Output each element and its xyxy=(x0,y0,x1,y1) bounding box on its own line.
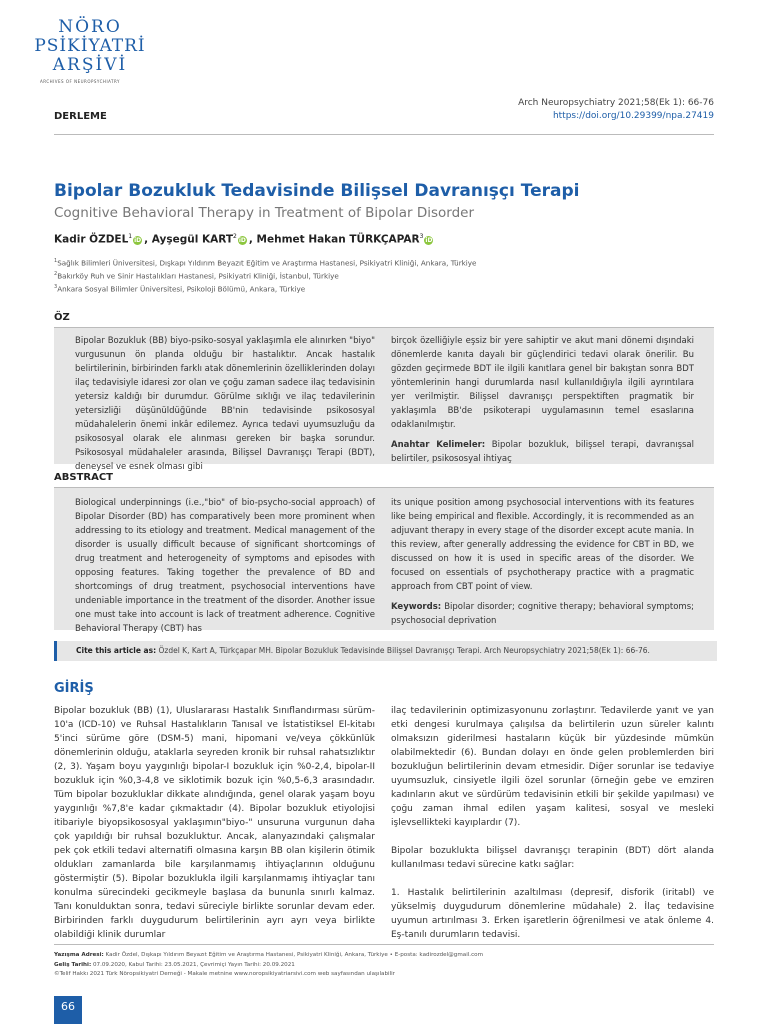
orcid-icon[interactable]: iD xyxy=(134,236,142,244)
author-name: Mehmet Hakan TÜRKÇAPAR xyxy=(256,233,420,246)
affiliation-sup: 2 xyxy=(54,270,58,277)
oz-keywords xyxy=(391,438,694,466)
orcid-icon[interactable]: iD xyxy=(238,236,246,244)
logo-line-2: PSİKİYATRİ xyxy=(34,36,146,56)
logo-line-1: NÖRO xyxy=(58,17,122,37)
author-sup: 1 xyxy=(128,233,133,240)
article-type: DERLEME xyxy=(54,111,107,122)
doi-link[interactable]: https://doi.org/10.29399/npa.27419 xyxy=(552,111,714,121)
cite-label: Cite this article as: xyxy=(76,646,157,655)
abstract-left-column: Biological underpinnings (i.e.,"bio" of bio-psycho-social approach) of Bipolar Disorder (BD) has comparatively been more prominent when addressing to its etiology and treatment. Medical management of the disorder is usually difficult because of significant shortcomings of drug treatment and heterogeneity of symptoms and episodes with opposing features. Taking together the prevalence of BD and shortcomings of drug treatment, psychosocial interventions have undeniable importance in the treatment of the disorder. Another issue one must take into account is lack of treatment adherence. Cognitive Behavioral Therapy (CBT) has xyxy=(75,498,375,634)
author-sup: 2 xyxy=(233,233,237,240)
oz-keywords-text: Bipolar bozukluk, bilişsel terapi, davranışsal belirtiler, psikososyal ihtiyaç xyxy=(391,440,694,464)
abstract-keywords-text: Bipolar disorder; cognitive therapy; behavioral symptoms; psychosocial deprivation xyxy=(391,602,694,626)
footer-copyright: ©Telif Hakkı 2021 Türk Nöropsikiyatri Derneği - Makale metnine www.noropsikiyatriarsivi.com web sayfasından ulaşılabilir xyxy=(54,971,395,977)
affiliation-item xyxy=(54,282,476,295)
footer-correspondence-label: Yazışma Adresi: xyxy=(54,952,104,958)
abstract-heading: ABSTRACT xyxy=(54,472,113,483)
oz-heading: ÖZ xyxy=(54,312,70,323)
giris-right-paragraph-1: ilaç tedavilerinin optimizasyonunu zorlaştırır. Tedavilerde yanıt ve yan etki dengesi kurulmaya çalışılsa da belirtilerin uzun süreler kalıntı olmaksızın giderilmesi hastaların küçük bir yüzdesinde mümkün olabilmektedir (6). Bundan dolayı en önde gelen problemlerden biri bozukluğun belirtilerinin devam etmesidir. Diğer sorunlar ise tedaviye uyumsuzluk, cinsiyetle ilgili özel sorunlar (örneğin gebe ve emziren kadınların akut ve sürdürüm tedavisinin etkili bir şekilde yapılması) ve çoğu zaman ihmal edilen yaşam kalitesi, sosyal ve mesleki işlevsellikteki kayıplardır (7). xyxy=(391,706,714,828)
oz-right-column xyxy=(391,334,694,466)
footer xyxy=(54,951,483,980)
abstract-right-column xyxy=(391,496,694,628)
page-number: 66 xyxy=(54,996,82,1024)
affiliation-text: Sağlık Bilimleri Üniversitesi, Dışkapı Yıldırım Beyazıt Eğitim ve Araştırma Hastanesi, Psikiyatri Kliniği, Ankara, Türkiye xyxy=(57,258,477,268)
logo-line-3: ARŞİVİ xyxy=(52,55,128,75)
header-divider xyxy=(54,134,714,135)
author-sup: 3 xyxy=(419,233,424,240)
footer-dates xyxy=(54,961,483,971)
footer-divider xyxy=(54,944,714,945)
oz-right-text: birçok özelliğiyle eşsiz bir yere sahiptir ve akut mani dönemi dışındaki dönemlerde kanıta dayalı bir güçlendirici tedavi olarak önerilir. Bu gözden geçirmede BDT ile ilgili kanıtlara genel bir bakıştan sonra BDT yöntemlerinin hangi durumlarda nasıl kullanıldığıyla ilgili ayrıntılara yer verilmiştir. Bilişsel davranışçı perspektiften pragmatik bir yaklaşımla BB'de psikoterapi uygulamasının temel esaslarına odaklanılmıştır. xyxy=(391,336,694,430)
affiliation-text: Bakırköy Ruh ve Sinir Hastalıkları Hastanesi, Psikiyatri Kliniği, İstanbul, Türkiye xyxy=(57,271,339,281)
giris-right-column xyxy=(391,704,714,942)
abstract-keywords-label: Keywords: xyxy=(391,602,442,612)
journal-logo xyxy=(30,18,150,84)
title-turkish: Bipolar Bozukluk Tedavisinde Bilişsel Davranışçı Terapi xyxy=(54,181,580,201)
logo-subtitle: ARCHIVES OF NEUROPSYCHIATRY xyxy=(40,79,120,84)
cite-reference: Özdel K, Kart A, Türkçapar MH. Bipolar Bozukluk Tedavisinde Bilişsel Davranışçı Terapi. Arch Neuropsychiatry 2021;58(Ek 1): 66-76. xyxy=(156,646,650,655)
abstract-keywords xyxy=(391,600,694,628)
oz-keywords-label: Anahtar Kelimeler: xyxy=(391,440,486,450)
footer-correspondence xyxy=(54,951,483,961)
giris-right-paragraph-3: 1. Hastalık belirtilerinin azaltılması (depresif, disforik (iritabl) ve yükselmiş duygudurum dönemlerine müdahale) 2. İlaç tedavisine uyumun artırılması 3. Erken işaretlerin öğrenilmesi ve atak önleme 4. Eş-tanılı durumların tedavisi. xyxy=(391,888,714,940)
author-list: Kadir ÖZDEL$^1$ iD , Ayşegül KART$^2$ iD , Mehmet Hakan TÜRKÇAPAR$^3$ iD xyxy=(54,233,433,246)
abstract-right-text: its unique position among psychosocial interventions with its features like being empirical and flexible. Accordingly, it is recommended as an adjuvant therapy in every stage of the disorder except acute mania. In this review, after generally addressing the evidence for CBT in BD, we discussed on how it is used in specific areas of the disorder. We focused on essentials of psychotherapy practice with a pragmatic approach from CBT point of view. xyxy=(391,498,694,592)
author-name: Kadir ÖZDEL xyxy=(54,233,129,246)
journal-citation: Arch Neuropsychiatry 2021;58(Ek 1): 66-76 xyxy=(518,98,714,108)
affiliations xyxy=(54,256,476,295)
footer-dates-label: Geliş Tarihi: xyxy=(54,961,92,968)
affiliation-sup: 3 xyxy=(54,283,58,290)
footer-correspondence-text: Kadir Özdel, Dışkapı Yıldırım Beyazıt Eğitim ve Araştırma Hastanesi, Psikiyatri Kliniği, Ankara, Türkiye • E-posta: kadirozdel@gmail.com xyxy=(103,952,484,958)
giris-heading: GİRİŞ xyxy=(54,681,94,696)
affiliation-item xyxy=(54,256,476,269)
oz-left-column: Bipolar Bozukluk (BB) biyo-psiko-sosyal yaklaşımla ele alınırken "biyo" vurgusunun ön planda olduğu bir hastalıktır. Ancak hastalık belirtilerinin, birbirinden farklı atak dönemlerinin özelliklerinden dolayı ilaç tedavisiyle idaresi zor olan ve çoğu zaman sadece ilaç tedavisinin yetersiz kaldığı bir durumdur. Görülme sıklığı ve ilaç tedavilerinin yetersizliği düşünüldüğünde BB'nin tedavisinde psikososyal müdahalelerin önemi inkâr edilemez. Ayrıca tedavi uyumsuzluğu da psikososyal olarak ele alınması gereken bir başka sorundur. Psikososyal müdahaleler arasında, Bilişsel Davranışçı Terapi (BDT), deneysel ve esnek olması gibi xyxy=(75,336,375,472)
title-english: Cognitive Behavioral Therapy in Treatment of Bipolar Disorder xyxy=(54,205,475,221)
journal-citation-block xyxy=(518,97,714,123)
footer-dates-text: 07.09.2020, Kabul Tarihi: 23.05.2021, Çevrimiçi Yayın Tarihi: 20.09.2021 xyxy=(91,961,295,968)
cite-text xyxy=(76,646,650,655)
orcid-icon[interactable]: iD xyxy=(425,236,433,244)
affiliation-item xyxy=(54,269,476,282)
affiliation-text: Ankara Sosyal Bilimler Üniversitesi, Psikoloji Bölümü, Ankara, Türkiye xyxy=(57,284,306,294)
giris-left-column: Bipolar bozukluk (BB) (1), Uluslararası Hastalık Sınıflandırması sürüm-10'a (ICD-10) ve Ruhsal Hastalıkların Tanısal ve İstatistiksel El-kitabı 5'inci sürüme göre (DSM-5) mani, hipomani ve/veya çökkünlük dönemlerinin olduğu, ataklarla seyreden kronik bir ruhsal rahatsızlıktır (2, 3). Yaşam boyu yaygınlığı bipolar-I bozukluk için %0-2,4, bipolar-II bozukluk için %0,3-4,8 ve siklotimik bozuk için %0,5-6,3 arasındadır. Tüm bipolar bozukluklar dikkate alındığında, genel olarak yaşam boyu yaygınlığı %7,8'e kadar çıkmaktadır (4). Bipolar bozukluk etiyolojisi itibariyle biyopsikososyal yaklaşımın"biyo-" unsuruna vurgunun daha çok yapıldığı bir ruhsal bozukluktur. Ancak, alanyazındaki çalışmalar pek çok etkili tedavi alternatifi olmasına karşın BB olan kişilerin ötimik oldukları zamanlarda bile karşılanmamış ihtiyaçlarının olduğunu göstermiştir (5). Bipolar bozuklukla ilgili karşılanmamış ihtiyaçlar tanı konulma sürecindeki gecikmeyle başlasa da bununla sınırlı kalmaz. Tanı konulduktan sonra, tedavi süreciyle birlikte sorunlar devam eder. Birbirinden farklı duygudurum belirtilerinin ayrı ayrı veya birlikte olabildiği klinik durumlar xyxy=(54,706,375,940)
giris-right-paragraph-2: Bipolar bozuklukta bilişsel davranışçı terapinin (BDT) dört alanda kullanılması tedavi sürecine katkı sağlar: xyxy=(391,846,714,870)
affiliation-sup: 1 xyxy=(54,258,58,264)
author-name: Ayşegül KART xyxy=(151,233,234,246)
